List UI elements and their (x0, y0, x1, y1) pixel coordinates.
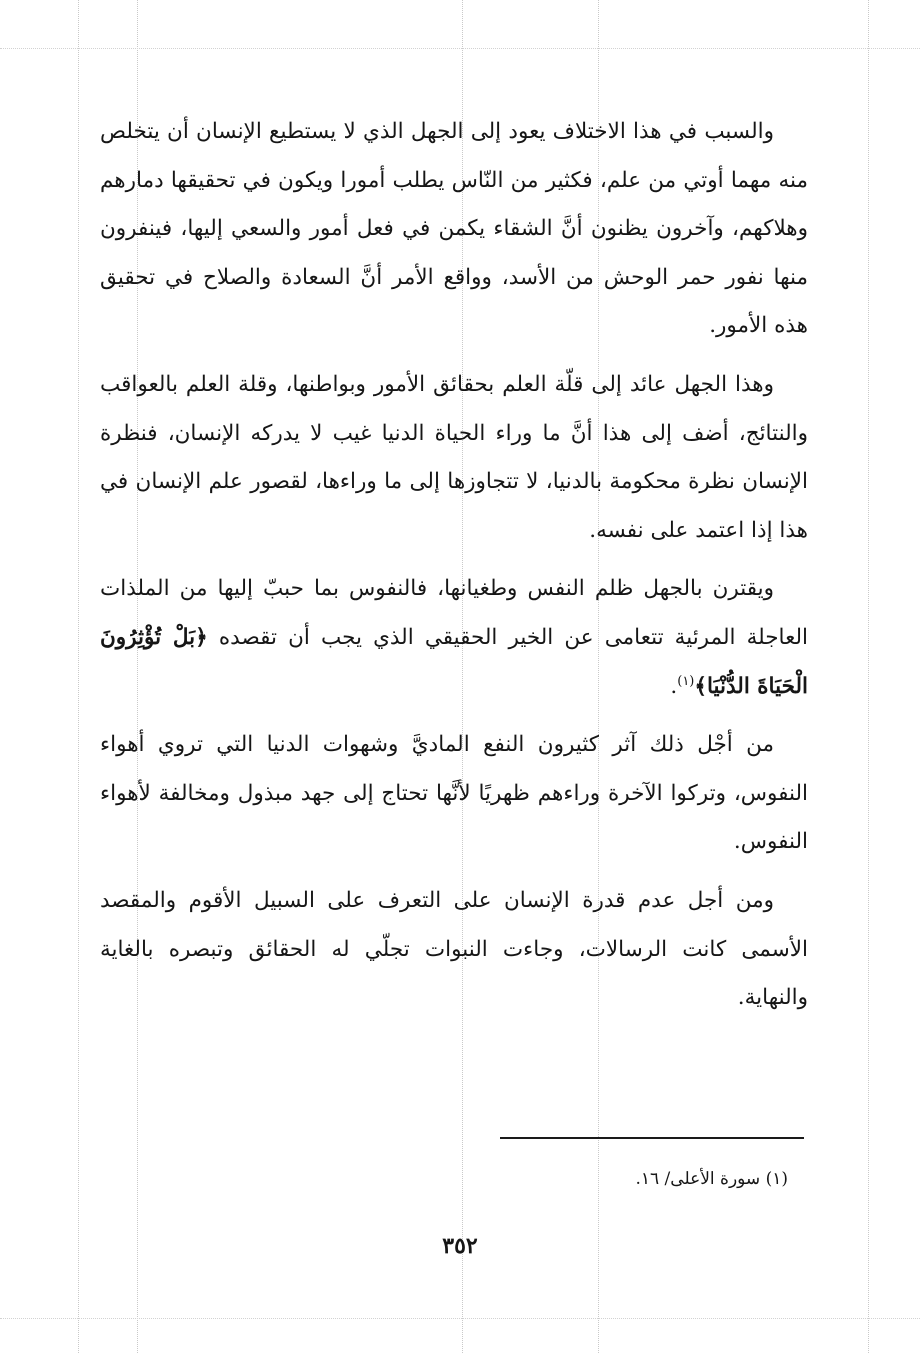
quran-verse: ﴿بَلْ تُؤْثِرُونَ الْحَيَاةَ الدُّنْيَا﴾ (100, 624, 808, 699)
footnote-marker: (١) (677, 673, 695, 689)
scan-guide-line (78, 0, 79, 1353)
footnote-separator (500, 1137, 804, 1139)
body-text (100, 108, 808, 1033)
paragraph-2: وهذا الجهل عائد إلى قلّة العلم بحقائق الأمور وبواطنها، وقلة العلم بالعواقب والنتائج، أضف إلى هذا أنَّ ما وراء الحياة الدنيا غيب لا يدركه الإنسان، فنظرة الإنسان نظرة محكومة بالدنيا، لا تتجاوزها إلى ما وراءها، لقصور علم الإنسان في هذا إذا اعتمد على نفسه. (100, 371, 808, 543)
paragraph-3-text: ويقترن بالجهل ظلم النفس وطغيانها، فالنفوس بما حببّ إليها من الملذات العاجلة المرئية تتعامى عن الخير الحقيقي الذي يجب أن تقصده (100, 576, 809, 650)
scan-guide-line (868, 0, 869, 1353)
paragraph-3-end: . (670, 673, 678, 699)
footnote: (١) سورة الأعلى/ ١٦. (635, 1169, 788, 1189)
paragraph-5: ومن أجل عدم قدرة الإنسان على التعرف على السبيل الأقوم والمقصد الأسمى كانت الرسالات، وجاءت النبوات تجلّي له الحقائق وتبصره بالغاية والنهاية. (100, 887, 808, 1011)
scan-guide-line (0, 1318, 920, 1319)
paragraph-3 (100, 565, 808, 711)
paragraph-4: من أجْل ذلك آثر كثيرون النفع الماديَّ وشهوات الدنيا التي تروي أهواء النفوس، وتركوا الآخرة وراءهم ظهريًا لأنَّها تحتاج إلى جهد مبذول ومخالفة لأهواء النفوس. (100, 732, 808, 855)
scan-guide-line (0, 48, 920, 49)
paragraph-1: والسبب في هذا الاختلاف يعود إلى الجهل الذي لا يستطيع الإنسان أن يتخلص منه مهما أوتي من علم، فكثير من النّاس يطلب أمورا ويكون في تحقيقها دمارهم وهلاكهم، وآخرون يظنون أنَّ الشقاء يكمن في فعل أمور والسعي إليها، فينفرون منها نفور حمر الوحش من الأسد، وواقع الأمر أنَّ السعادة والصلاح في تحقيق هذه الأمور. (100, 119, 808, 339)
page-number: ٣٥٢ (442, 1233, 478, 1259)
